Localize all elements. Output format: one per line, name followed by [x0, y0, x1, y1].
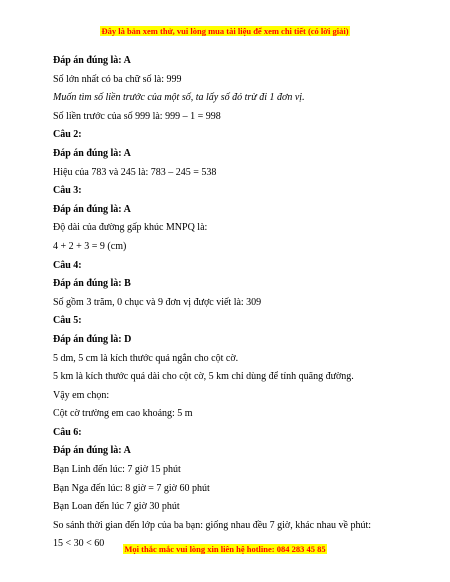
hotline-footer-text: Mọi thắc mắc vui lòng xin liên hệ hotline: 084 283 45 85 [124, 544, 326, 554]
question-heading: Câu 4: [53, 259, 82, 271]
body-text-line: 5 km là kích thước quá dài cho cột cờ, 5 km chỉ dùng để tính quãng đường. [53, 371, 354, 383]
answer-document-body [53, 52, 423, 554]
answer-key-line: Đáp án đúng là: A [53, 203, 131, 215]
hotline-footer-banner [0, 544, 450, 554]
body-text-line: So sánh thời gian đến lớp của ba bạn: giống nhau đều 7 giờ, khác nhau về phút: [53, 519, 372, 531]
preview-notice-banner [0, 26, 450, 36]
body-text-line: Bạn Nga đến lúc: 8 giờ = 7 giờ 60 phút [53, 482, 210, 494]
rule-note-line: Muốn tìm số liền trước của một số, ta lấy số đó trừ đi 1 đơn vị. [53, 92, 305, 104]
answer-key-line: Đáp án đúng là: D [53, 333, 132, 345]
question-heading: Câu 6: [53, 426, 82, 438]
preview-notice-text: Đây là bản xem thử, vui lòng mua tài liệu để xem chi tiết (có lời giải) [101, 26, 349, 36]
body-text-line: 5 dm, 5 cm là kích thước quá ngắn cho cột cờ. [53, 352, 239, 364]
body-text-line: Số lớn nhất có ba chữ số là: 999 [53, 73, 182, 85]
answer-key-line: Đáp án đúng là: A [53, 445, 131, 457]
answer-key-line: Đáp án đúng là: B [53, 278, 131, 290]
body-text-line: Bạn Linh đến lúc: 7 giờ 15 phút [53, 464, 181, 476]
question-heading: Câu 5: [53, 315, 82, 327]
body-text-line: Số gồm 3 trăm, 0 chục và 9 đơn vị được viết là: 309 [53, 296, 262, 308]
question-heading: Câu 3: [53, 185, 82, 197]
question-heading: Câu 2: [53, 129, 82, 141]
answer-key-line: Đáp án đúng là: A [53, 147, 131, 159]
body-text-line: Hiệu của 783 và 245 là: 783 – 245 = 538 [53, 166, 217, 178]
body-text-line: 15 < 30 < 60 [53, 538, 105, 550]
body-text-line: Độ dài của đường gấp khúc MNPQ là: [53, 222, 208, 234]
body-text-line: Bạn Loan đến lúc 7 giờ 30 phút [53, 501, 180, 513]
body-text-line: Cột cờ trường em cao khoảng: 5 m [53, 408, 193, 420]
answer-key-line: Đáp án đúng là: A [53, 55, 131, 66]
body-text-line: Số liền trước của số 999 là: 999 – 1 = 998 [53, 110, 221, 122]
body-text-line: Vậy em chọn: [53, 389, 110, 401]
body-text-line: 4 + 2 + 3 = 9 (cm) [53, 240, 127, 252]
